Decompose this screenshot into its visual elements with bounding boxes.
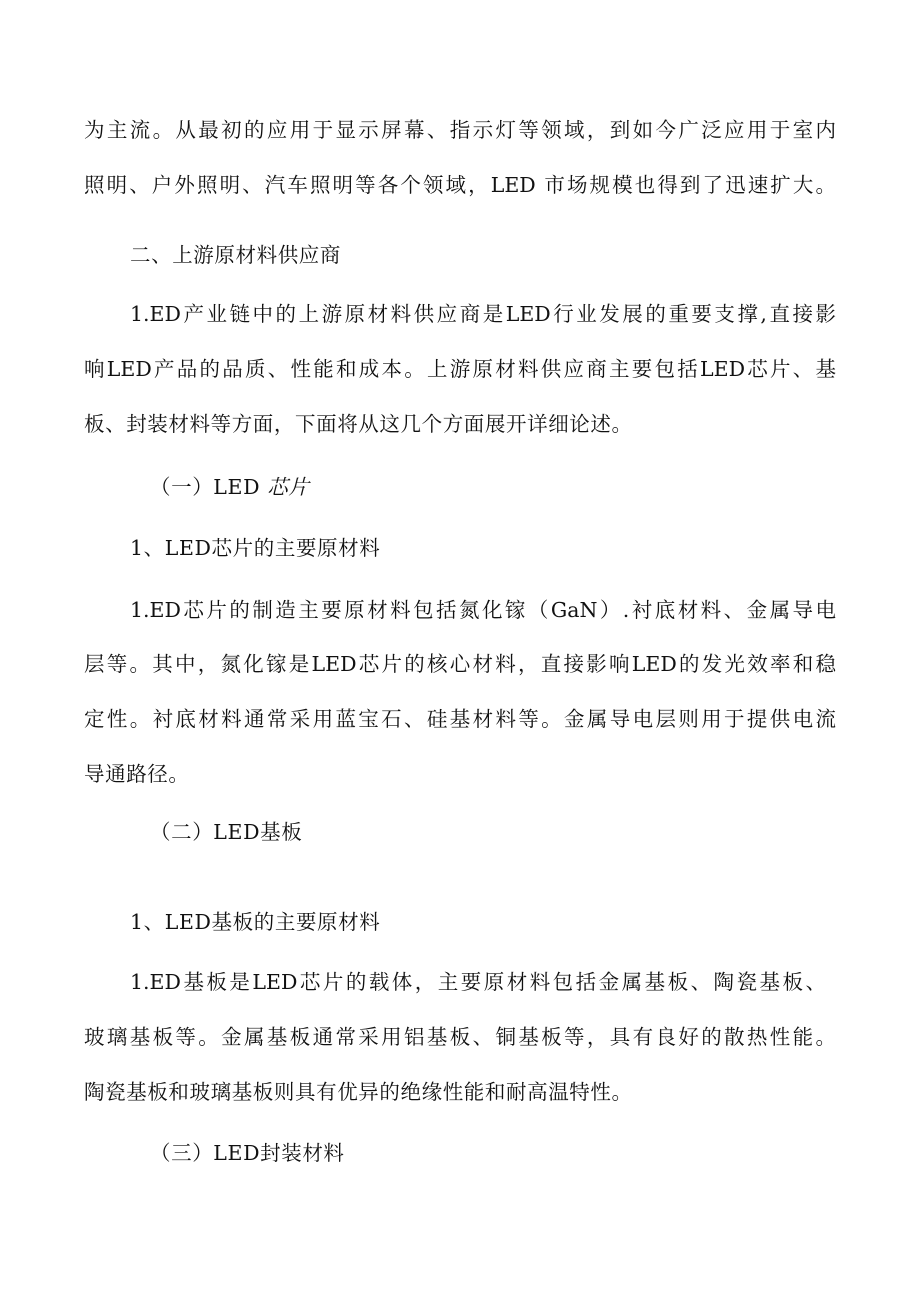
subsection-heading-prefix: （一）LED [150, 475, 268, 499]
paragraph-line: 导通路径。 [84, 762, 190, 786]
subheading: 1、LED基板的主要原材料 [130, 910, 381, 934]
paragraph-line: 1.ED产业链中的上游原材料供应商是LED行业发展的重要支撑,直接影 [130, 302, 836, 326]
paragraph-line: 响LED产品的品质、性能和成本。上游原材料供应商主要包括LED芯片、基 [84, 357, 836, 381]
paragraph-line: 1.ED基板是LED芯片的载体，主要原材料包括金属基板、陶瓷基板、 [130, 970, 826, 994]
paragraph-line: 层等。其中，氮化镓是LED芯片的核心材料，直接影响LED的发光效率和稳 [84, 652, 836, 676]
subsection-heading-italic: 芯片 [267, 475, 310, 499]
subsection-heading: （二）LED基板 [150, 820, 303, 844]
subheading: 1、LED芯片的主要原材料 [130, 536, 381, 560]
paragraph-line: 板、封装材料等方面，下面将从这几个方面展开详细论述。 [84, 412, 633, 436]
paragraph-line: 照明、户外照明、汽车照明等各个领域，LED 市场规模也得到了迅速扩大。 [84, 173, 836, 197]
paragraph-line: 定性。衬底材料通常采用蓝宝石、硅基材料等。金属导电层则用于提供电流 [84, 707, 836, 731]
paragraph-line: 为主流。从最初的应用于显示屏幕、指示灯等领域，到如今广泛应用于室内 [84, 118, 836, 142]
subsection-heading: （三）LED封装材料 [150, 1141, 345, 1165]
section-heading: 二、上游原材料供应商 [130, 243, 341, 267]
paragraph-line: 玻璃基板等。金属基板通常采用铝基板、铜基板等，具有良好的散热性能。 [84, 1025, 836, 1049]
subsection-heading [150, 473, 309, 501]
paragraph-line: 1.ED芯片的制造主要原材料包括氮化镓（GaN）.衬底材料、金属导电 [130, 598, 836, 622]
paragraph-line: 陶瓷基板和玻璃基板则具有优异的绝缘性能和耐高温特性。 [84, 1080, 633, 1104]
